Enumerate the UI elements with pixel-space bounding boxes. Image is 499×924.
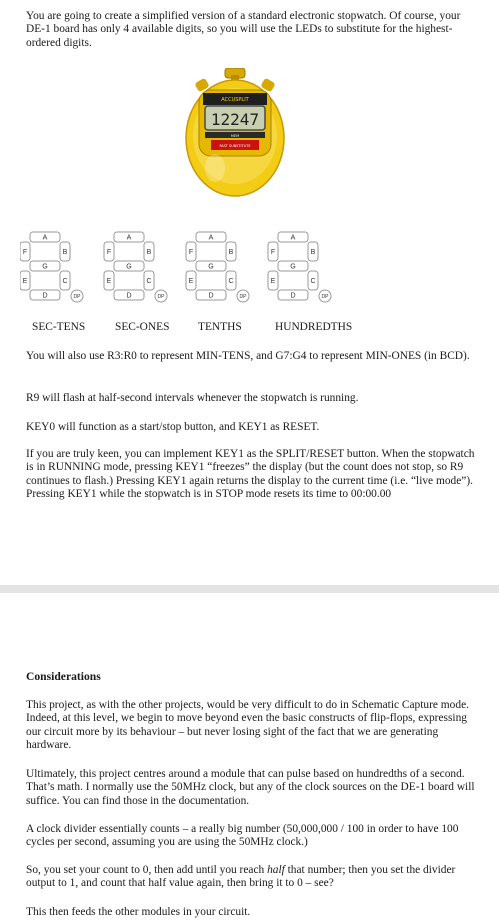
- seven-segment-digit-1: [20, 232, 83, 302]
- segment-label-a: A: [208, 234, 214, 242]
- split-paragraph: If you are truly keen, you can implement KEY1 as the SPLIT/RESET button. When the stopwatch is in RUNNING mode, pressing KEY1 “freezes” the display (but the count does not stop, so R9 continues to flash.) Pressing KEY1 again returns the display to the current time (i.e. “live mode”). Pressing KEY1 while the stopwatch is in STOP mode resets its time to 00:00.00: [26, 448, 475, 501]
- segment-label-e: E: [188, 278, 194, 285]
- intro-paragraph: You are going to create a simplified version of a standard electronic stopwatch. Of course, your DE-1 board has only 4 available digits, so you will use the LEDs to substitute for the highest-ordered digits.: [26, 10, 461, 49]
- emphasis-half: half: [267, 864, 285, 876]
- page-separator: [0, 585, 499, 593]
- segment-label-dp: DP: [321, 294, 329, 300]
- digit-label-tenths: TENTHS: [198, 321, 242, 333]
- segment-label-g: G: [290, 263, 296, 271]
- digit-label-hundredths: HUNDREDTHS: [275, 321, 353, 333]
- face-mem-label: MEM: [230, 134, 240, 138]
- segment-label-c: C: [62, 278, 68, 285]
- segment-label-d: D: [208, 292, 214, 300]
- leds-paragraph: You will also use R3:R0 to represent MIN-TENS, and G7:G4 to represent MIN-ONES (in BCD).: [26, 350, 470, 362]
- considerations-paragraph-4: So, you set your count to 0, then add until you reach half that number; then you set the divider output to 1, and count that half value again, then bring it to 0 – see?: [26, 864, 456, 890]
- stopwatch-image: [185, 68, 285, 202]
- segment-label-b: B: [228, 249, 234, 256]
- segment-label-a: A: [290, 234, 296, 242]
- segment-label-g: G: [126, 263, 132, 271]
- considerations-paragraph-2: Ultimately, this project centres around a module that can pulse based on hundredths of a second. That’s math. I normally use the 50MHz clock, but any of the clock sources on the DE-1 board will suffice. You can find those in the documentation.: [26, 768, 475, 807]
- considerations-heading: Considerations: [26, 670, 101, 683]
- segment-label-dp: DP: [239, 294, 247, 300]
- segment-label-b: B: [62, 249, 68, 256]
- face-brand-label: FAST SUBSTITUTE: [219, 144, 251, 148]
- segment-label-d: D: [42, 292, 48, 300]
- seven-segment-diagram: [20, 226, 360, 308]
- digit-label-sec-ones: SEC-ONES: [115, 321, 170, 333]
- segment-label-e: E: [106, 278, 112, 285]
- segment-label-f: F: [188, 249, 194, 256]
- segment-label-c: C: [310, 278, 316, 285]
- considerations-paragraph-5: This then feeds the other modules in your circuit.: [26, 906, 251, 918]
- brand-text: ACCUSPLIT: [221, 97, 249, 103]
- segment-label-e: E: [270, 278, 276, 285]
- segment-label-c: C: [228, 278, 234, 285]
- considerations-paragraph-3: A clock divider essentially counts – a really big number (50,000,000 / 100 in order to have 100 cycles per second, assuming you are using the 50MHz clock.): [26, 823, 459, 849]
- segment-label-g: G: [208, 263, 214, 271]
- segment-label-g: G: [42, 263, 48, 271]
- seven-segment-digit-3: [186, 232, 249, 302]
- segment-label-f: F: [270, 249, 276, 256]
- digit-label-sec-tens: SEC-TENS: [32, 321, 86, 333]
- segment-label-a: A: [42, 234, 48, 242]
- segment-label-e: E: [22, 278, 28, 285]
- segment-label-a: A: [126, 234, 132, 242]
- segment-label-f: F: [22, 249, 28, 256]
- segment-label-b: B: [146, 249, 152, 256]
- segment-label-b: B: [310, 249, 316, 256]
- segment-label-d: D: [126, 292, 132, 300]
- keys-paragraph: KEY0 will function as a start/stop button, and KEY1 as RESET.: [26, 421, 320, 433]
- segment-label-dp: DP: [73, 294, 81, 300]
- seven-segment-digit-4: [268, 232, 331, 302]
- segment-label-c: C: [146, 278, 152, 285]
- seven-segment-digit-2: [104, 232, 167, 302]
- considerations-paragraph-1: This project, as with the other projects, would be very difficult to do in Schematic Capture mode. Indeed, at this level, we begin to move beyond even the basic constructs of flip-flops, expressing our circuit more by its behaviour – but never losing sight of the fact that we are generating hardware.: [26, 699, 469, 752]
- segment-label-dp: DP: [157, 294, 165, 300]
- segment-label-f: F: [106, 249, 112, 256]
- segment-label-d: D: [290, 292, 296, 300]
- lcd-display-value: 12247: [210, 110, 260, 129]
- r9-paragraph: R9 will flash at half-second intervals whenever the stopwatch is running.: [26, 392, 359, 404]
